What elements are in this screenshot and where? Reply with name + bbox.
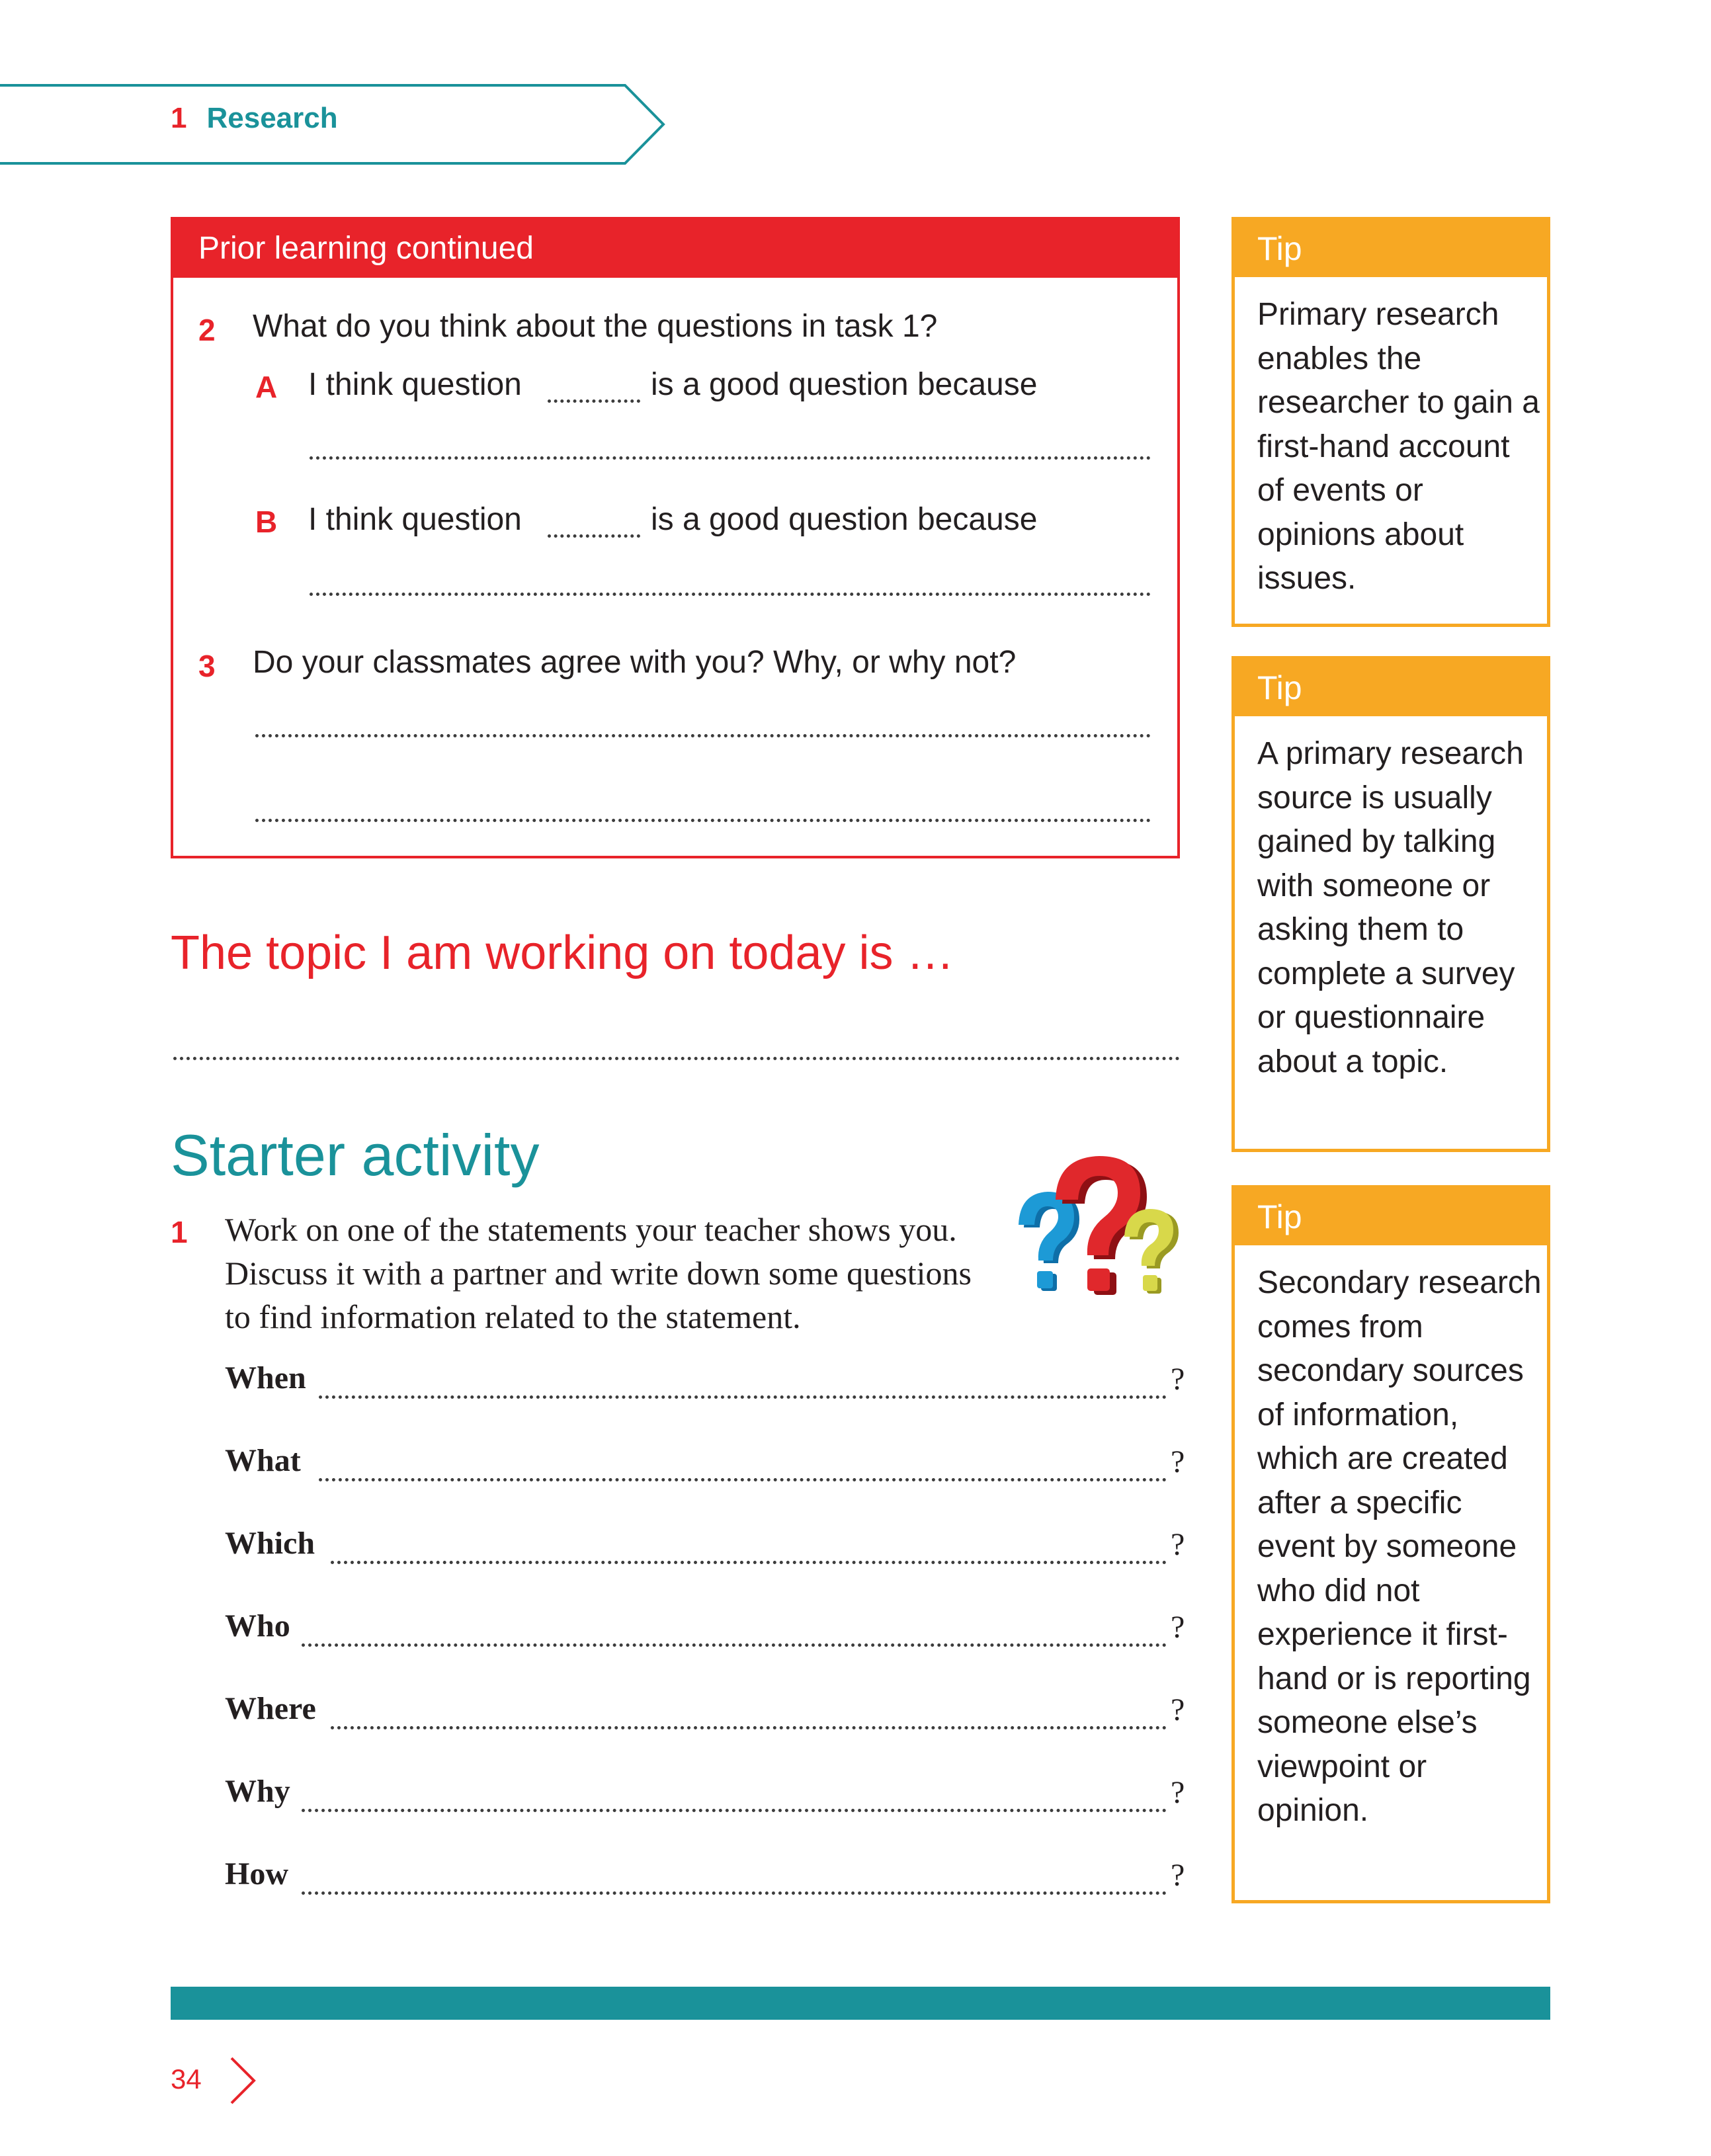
- option-a-end: is a good question because: [651, 367, 1038, 402]
- answer-line-where[interactable]: [331, 1726, 1167, 1729]
- tip-box-3: [1231, 1185, 1550, 1903]
- starter-task-number: 1: [171, 1215, 188, 1249]
- question-mark-where: ?: [1171, 1692, 1185, 1727]
- tip-2-text: A primary research source is usually gained by talking with someone or asking them to complete a survey or questionnaire about a topic.: [1257, 736, 1524, 1079]
- question-mark-why: ?: [1171, 1775, 1185, 1810]
- question-marks-graphic: [1005, 1156, 1197, 1341]
- question-word-what: What: [225, 1443, 301, 1478]
- topic-answer-line[interactable]: [173, 1057, 1180, 1060]
- prior-learning-title: Prior learning continued: [173, 220, 1177, 278]
- chevron-right-icon: [229, 2055, 258, 2106]
- chapter-label: [171, 102, 338, 135]
- question-2-number: 2: [198, 313, 216, 347]
- answer-line-which[interactable]: [331, 1561, 1167, 1564]
- tip-2-title: Tip: [1235, 659, 1547, 716]
- tip-3-title: Tip: [1235, 1188, 1547, 1245]
- topic-heading: The topic I am working on today is …: [171, 927, 954, 979]
- answer-line-who[interactable]: [302, 1643, 1167, 1647]
- answer-line-when[interactable]: [319, 1395, 1167, 1399]
- question-2-text: What do you think about the questions in task 1?: [253, 309, 938, 344]
- question-3-number: 3: [198, 649, 216, 683]
- option-b-number-blank[interactable]: [548, 534, 640, 538]
- question-word-when: When: [225, 1360, 306, 1395]
- answer-line-how[interactable]: [302, 1891, 1167, 1895]
- footer-bar: [171, 1987, 1550, 2020]
- starter-task-text: Work on one of the statements your teacher shows you. Discuss it with a partner and write down some questions to find information related to the statement.: [225, 1211, 972, 1335]
- option-b-answer-line[interactable]: [310, 593, 1151, 596]
- tip-box-2: [1231, 656, 1550, 1152]
- option-a-start: I think question: [308, 367, 522, 402]
- answer-line-what[interactable]: [319, 1478, 1167, 1481]
- option-b-start: I think question: [308, 502, 522, 537]
- question-mark-what: ?: [1171, 1444, 1185, 1479]
- question-3-answer-line-2[interactable]: [255, 819, 1151, 822]
- option-a-letter: A: [255, 370, 278, 404]
- blue-question-mark-icon: [1019, 1192, 1079, 1291]
- question-word-how: How: [225, 1856, 288, 1891]
- yellow-question-mark-icon: [1124, 1209, 1179, 1294]
- option-a-answer-line[interactable]: [310, 456, 1151, 460]
- tip-1-title: Tip: [1235, 220, 1547, 277]
- question-word-who: Who: [225, 1608, 290, 1643]
- option-b-letter: B: [255, 505, 278, 539]
- question-word-where: Where: [225, 1691, 316, 1726]
- option-a-number-blank[interactable]: [548, 399, 640, 403]
- tip-1-text: Primary research enables the researcher to gain a first-hand account of events or opinions about issues.: [1257, 297, 1540, 596]
- option-b-end: is a good question because: [651, 502, 1038, 537]
- chapter-title: Research: [206, 102, 338, 134]
- page-number: 34: [171, 2063, 202, 2094]
- question-mark-who: ?: [1171, 1610, 1185, 1645]
- tip-box-1: [1231, 217, 1550, 627]
- question-word-why: Why: [225, 1774, 290, 1809]
- question-3-text: Do your classmates agree with you? Why, or why not?: [253, 645, 1017, 680]
- question-mark-when: ?: [1171, 1362, 1185, 1397]
- prior-learning-box: [171, 217, 1180, 858]
- starter-activity-heading: Starter activity: [171, 1122, 540, 1188]
- question-word-which: Which: [225, 1526, 315, 1561]
- tip-3-text: Secondary research comes from secondary sources of information, which are created after a specific event by someone who did not experience it first-hand or is reporting someone else’s viewpoint or opinion.: [1257, 1265, 1542, 1828]
- question-3-answer-line-1[interactable]: [255, 734, 1151, 737]
- chapter-number: 1: [171, 102, 187, 134]
- question-mark-how: ?: [1171, 1858, 1185, 1893]
- answer-line-why[interactable]: [302, 1809, 1167, 1812]
- question-mark-which: ?: [1171, 1527, 1185, 1562]
